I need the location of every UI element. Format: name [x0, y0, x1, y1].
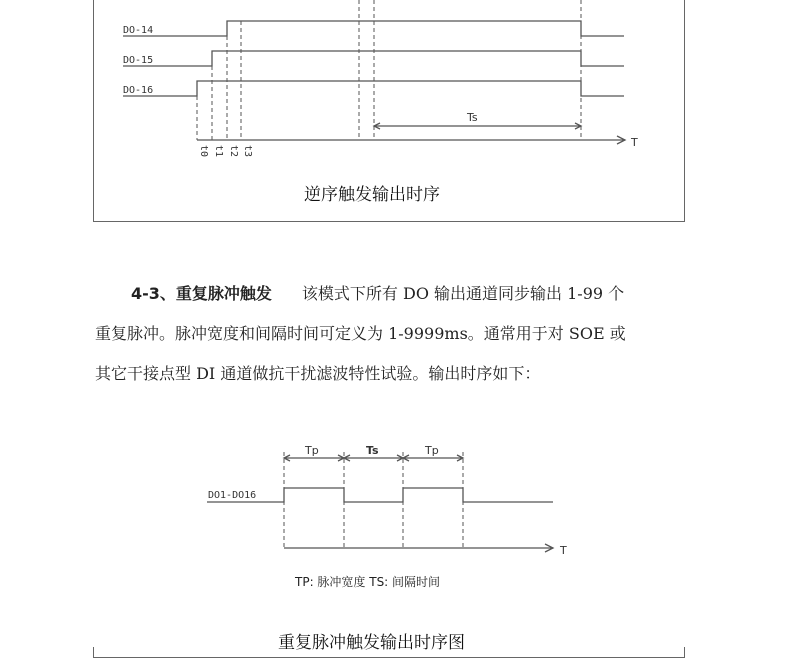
figure1-caption: 逆序触发输出时序 — [304, 185, 440, 205]
time-label-t3: t3 — [242, 145, 253, 158]
figure2-legend: TP: 脉冲宽度 TS: 间隔时间 — [295, 575, 441, 589]
signal-label-do14: DO-14 — [123, 25, 154, 36]
signal-label-do1-do16: DO1-DO16 — [208, 490, 257, 501]
paragraph-line-1 — [95, 276, 695, 312]
signal-label-do16: DO-16 — [123, 85, 154, 96]
signal-label-do15: DO-15 — [123, 55, 154, 66]
axis-label-t-2: T — [560, 544, 567, 557]
section-heading: 4-3、重复脉冲触发 — [131, 284, 272, 303]
tp-label-2: Tp — [425, 444, 439, 457]
ts-label: Ts — [467, 111, 478, 124]
axis-label-t-1: T — [631, 136, 638, 149]
paragraph-line-2: 重复脉冲。脉冲宽度和间隔时间可定义为 1-9999ms。通常用于对 SOE 或 — [95, 324, 626, 343]
time-label-t0: t0 — [198, 145, 209, 158]
tp-label-1: Tp — [305, 444, 319, 457]
paragraph-line-3: 其它干接点型 DI 通道做抗干扰滤波特性试验。输出时序如下： — [95, 364, 541, 383]
time-label-t1: t1 — [213, 145, 224, 158]
pulse-trace — [207, 488, 553, 502]
paragraph-text-1: 该模式下所有 DO 输出通道同步输出 1-99 个 — [301, 284, 625, 303]
ts-label-2: Ts — [366, 444, 379, 457]
figure2-caption: 重复脉冲触发输出时序图 — [278, 633, 465, 653]
time-label-t2: t2 — [228, 145, 239, 158]
